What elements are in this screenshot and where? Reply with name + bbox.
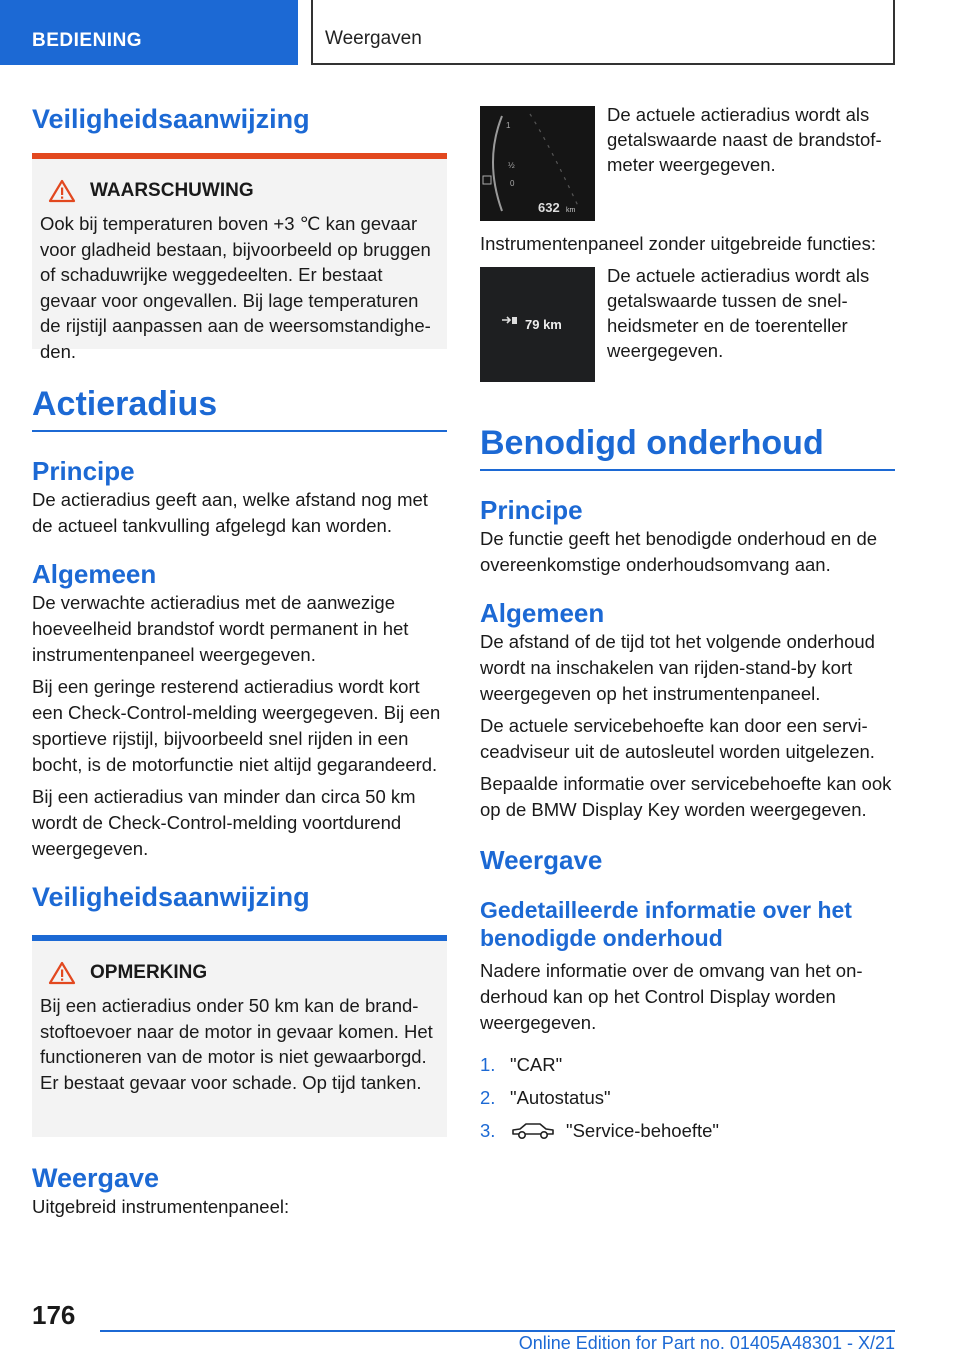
footer-divider — [100, 1330, 895, 1332]
safety-heading-2: Veiligheidsaanwijzing — [32, 882, 310, 912]
simple-panel-text: Instrumentenpaneel zonder uitgebreide functies: — [480, 233, 876, 254]
caution-triangle-icon — [48, 961, 76, 985]
actieradius-heading: Actieradius — [32, 385, 447, 432]
fuel-gauge-graphic — [480, 106, 595, 221]
warning-box — [32, 153, 447, 362]
range-unit: km — [566, 207, 576, 214]
safety-heading: Veiligheidsaanwijzing — [32, 104, 310, 134]
step-number: 2. — [480, 1087, 496, 1108]
simple-panel-row — [480, 267, 895, 382]
principe-heading-right: Principe — [480, 495, 583, 525]
note-box — [32, 935, 447, 1137]
fuel-pump-icon — [483, 176, 491, 184]
note-label: OPMERKING — [90, 962, 208, 983]
note-text: Bij een actieradius onder 50 km kan de brandstoftoevoer naar de motor in gevaar komen. Het functioneren van de motor is niet gewaarborgd. Er bestaat gevaar voor schade. Op tijd tanken. — [40, 995, 433, 1093]
gauge-mark-full: 1 — [506, 121, 511, 130]
gauge-mark-empty: 0 — [510, 179, 515, 188]
left-column — [32, 104, 447, 1220]
algemeen-heading: Algemeen — [32, 559, 157, 589]
algemeen-right-paragraph-2: De actuele servicebehoefte kan door een serviceadviseur uit de autosleutel worden uitgelezen. — [480, 715, 875, 762]
weergave-heading: Weergave — [32, 1163, 160, 1193]
step-label: "Autostatus" — [510, 1087, 611, 1108]
step-number: 3. — [480, 1120, 496, 1141]
edition-text: Online Edition for Part no. 01405A48301 - X/21 — [518, 1333, 895, 1353]
weergave-heading-right: Weergave — [480, 845, 603, 875]
algemeen-paragraph-3: Bij een actieradius van minder dan circa 50 km wordt de Check-Control-melding voortdurend weergegeven. — [32, 786, 416, 859]
gauge-mark-half: ½ — [508, 161, 515, 170]
range-display-graphic — [480, 267, 595, 382]
page-number: 176 — [32, 1300, 76, 1330]
topic-header: Weergaven — [311, 0, 895, 65]
weergave-text: Uitgebreid instrumentenpaneel: — [32, 1196, 290, 1217]
step-label: "CAR" — [510, 1054, 563, 1075]
range-value: 632 — [538, 200, 560, 215]
detail-text: Nadere informatie over de omvang van het onderhoud kan op het Control Display worden weergegeven. — [480, 960, 863, 1033]
principe-text-right: De functie geeft het benodigde onderhoud en de overeenkomstige onderhoudsomvang aan. — [480, 528, 878, 575]
algemeen-paragraph-2: Bij een geringe resterend actieradius wordt kort een Check-Control-melding weergegeven. Bij een sportieve rijstijl, bijvoorbeeld snel rijden in een bocht, is de motorfunctie niet altijd gegarandeerd. — [32, 676, 441, 775]
onderhoud-heading: Benodigd onderhoud — [480, 424, 895, 471]
list-item — [480, 1114, 895, 1147]
image2-caption: De actuele actieradius wordt als getalswaarde tussen de snelheidsmeter en de toerenteller weergegeven. — [607, 265, 870, 361]
section-tab: BEDIENING — [0, 0, 298, 65]
steps-list — [480, 1048, 895, 1147]
principe-heading: Principe — [32, 456, 135, 486]
algemeen-right-paragraph-1: De afstand of de tijd tot het volgende onderhoud wordt na inschakelen van rijden-stand-by kort weergegeven op het instrumentenpaneel. — [480, 631, 875, 704]
warning-title — [48, 179, 439, 203]
range-value-2: 79 km — [525, 317, 562, 332]
car-service-icon — [510, 1119, 556, 1141]
list-item — [480, 1048, 895, 1081]
simple-instrument-panel-image — [480, 267, 595, 382]
extended-instrument-panel-image — [480, 106, 595, 221]
range-arrow-icon — [502, 317, 510, 323]
warning-triangle-icon — [48, 179, 76, 203]
extended-panel-row — [480, 106, 895, 221]
note-title — [48, 961, 439, 985]
right-column — [480, 106, 895, 1147]
detail-heading: Gedetailleerde informatie over het benodigde onderhoud — [480, 897, 852, 951]
algemeen-heading-right: Algemeen — [480, 598, 605, 628]
algemeen-right-paragraph-3: Bepaalde informatie over servicebehoefte kan ook op de BMW Display Key worden weergegeven. — [480, 773, 892, 820]
algemeen-paragraph-1: De verwachte actieradius met de aanwezige hoeveelheid brandstof wordt permanent in het instrumentenpaneel weergegeven. — [32, 592, 409, 665]
warning-label: WAARSCHUWING — [90, 180, 254, 201]
step-number: 1. — [480, 1054, 496, 1075]
principe-text: De actieradius geeft aan, welke afstand nog met de actueel tankvulling afgelegd kan worden. — [32, 489, 428, 536]
image1-caption: De actuele actieradius wordt als getalswaarde naast de brandstofmeter weergegeven. — [607, 104, 882, 175]
step-label: "Service-behoefte" — [566, 1120, 719, 1141]
warning-text: Ook bij temperaturen boven +3 ℃ kan gevaar voor gladheid bestaan, bijvoorbeeld op bruggen of schaduwrijke weggedeelten. Er bestaat gevaar voor ongevallen. Bij lage temperaturen de rijstijl aanpassen aan de weersomstandigheden. — [40, 213, 431, 362]
list-item — [480, 1081, 895, 1114]
